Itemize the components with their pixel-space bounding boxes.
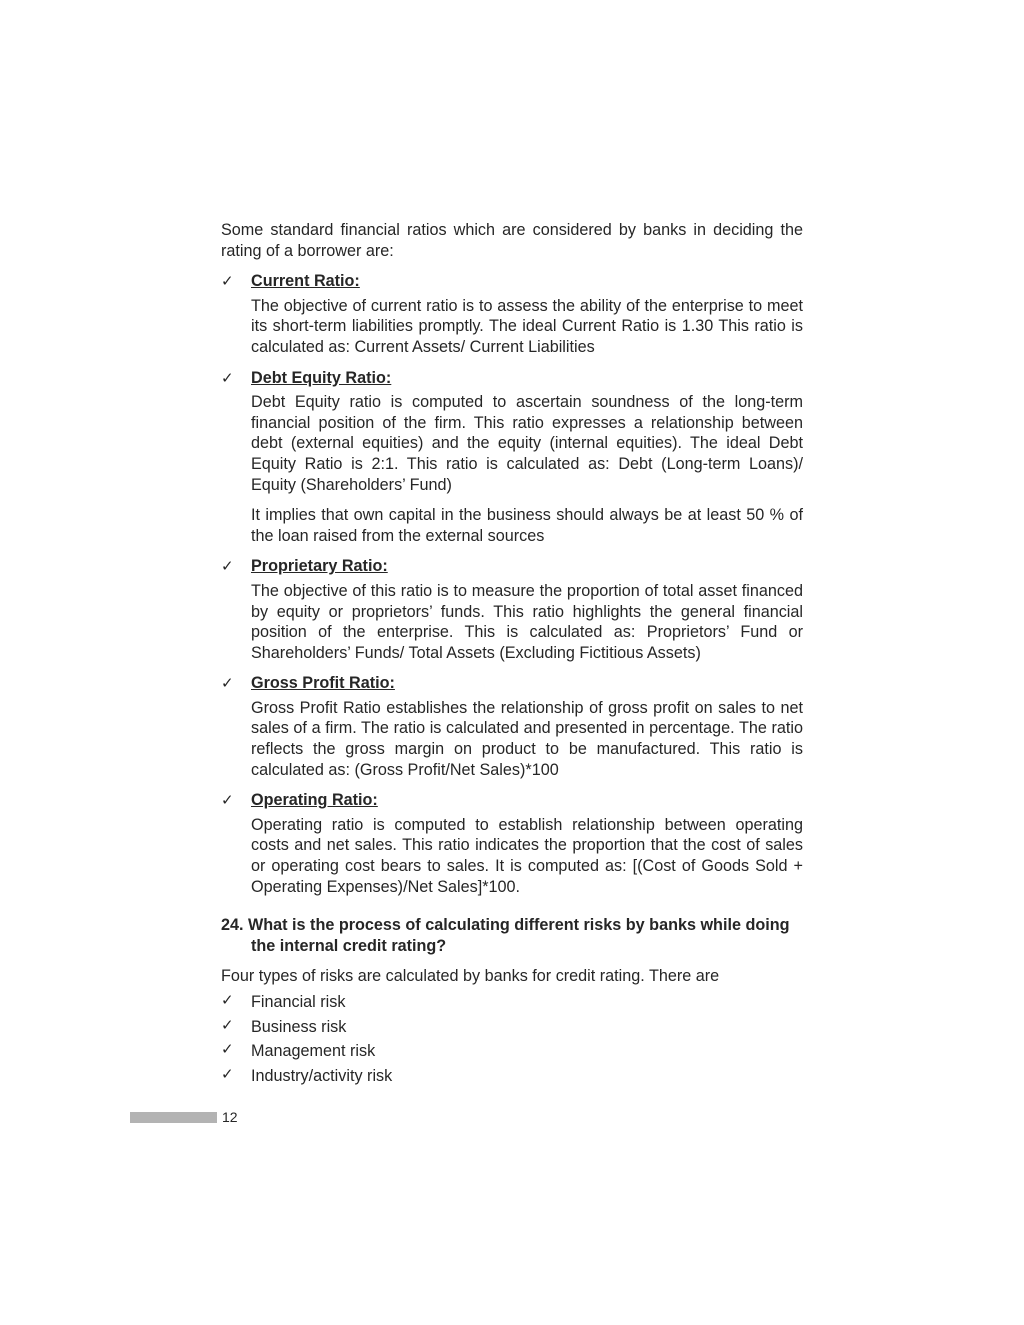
risk-label: Financial risk bbox=[251, 993, 346, 1011]
ratio-description: The objective of current ratio is to assess the ability of the enterprise to meet its short-term liabilities promptly. The ideal Current Ratio is 1.30 This ratio is calculated as: Current Assets/ Current Liabilities bbox=[251, 296, 803, 356]
question-answer-intro: Four types of risks are calculated by banks for credit rating. There are bbox=[221, 967, 720, 986]
list-item bbox=[221, 1064, 803, 1089]
intro-paragraph: Some standard financial ratios which are considered by banks in deciding the rating of a borrower are: bbox=[221, 221, 803, 260]
risk-label: Management risk bbox=[251, 1042, 376, 1061]
ratio-title: Debt Equity Ratio: bbox=[251, 368, 392, 387]
checkmark-icon: ✓ bbox=[221, 1015, 234, 1034]
list-item bbox=[221, 1039, 803, 1064]
checkmark-icon: ✓ bbox=[221, 272, 234, 291]
checkmark-icon: ✓ bbox=[221, 1040, 234, 1059]
checkmark-icon: ✓ bbox=[221, 791, 234, 810]
ratio-item-operating bbox=[221, 790, 803, 897]
ratio-description: Operating ratio is computed to establish relationship between operating costs and net sales. This ratio indicates the proportion that the cost of sales or operating cost bears to sales. It is computed as: [(Cost of Goods Sold + Operating Expenses)/Net Sales]*100. bbox=[251, 815, 803, 896]
ratio-description: Gross Profit Ratio establishes the relationship of gross profit on sales to net sales of a firm. The ratio is calculated and presented in percentage. The ratio reflects the gross margin on product to be manufactured. This ratio is calculated as: (Gross Profit/Net Sales)*100 bbox=[251, 698, 803, 779]
ratio-item-proprietary bbox=[221, 556, 803, 663]
list-item bbox=[221, 990, 803, 1015]
ratio-description: The objective of this ratio is to measure the proportion of total asset financed by equity or proprietors’ funds. This ratio highlights the general financial position of the enterprise. This is calculated as: Proprietors’ Fund or Shareholders’ Funds/ Total Assets (Excluding Fictitious Assets) bbox=[251, 581, 803, 662]
risk-label: Industry/activity risk bbox=[251, 1066, 393, 1085]
ratio-description: Debt Equity ratio is computed to ascertain soundness of the long-term financial position of the firm. This ratio expresses a relationship between debt (external equities) and the equity (internal equities). The ideal Debt Equity Ratio is 2:1. This ratio is calculated as: Debt (Long-term Loans)/ Equity (Shareholders’ Fund) bbox=[251, 393, 803, 494]
ratio-note: It implies that own capital in the business should always be at least 50 % of the loan raised from the external sources bbox=[251, 506, 803, 545]
ratio-item-gross-profit bbox=[221, 673, 803, 780]
checkmark-icon: ✓ bbox=[221, 1064, 234, 1083]
ratio-title: Proprietary Ratio: bbox=[251, 557, 388, 576]
ratio-title: Operating Ratio: bbox=[251, 791, 378, 810]
list-item bbox=[221, 1015, 803, 1040]
checkmark-icon: ✓ bbox=[221, 674, 234, 693]
risk-list bbox=[221, 990, 803, 1088]
page-number: 12 bbox=[222, 1109, 238, 1125]
checkmark-icon: ✓ bbox=[221, 991, 234, 1009]
checkmark-icon: ✓ bbox=[221, 557, 234, 576]
page-content bbox=[221, 220, 803, 1088]
ratio-item-current bbox=[221, 271, 803, 357]
footer-bar bbox=[130, 1112, 217, 1123]
ratio-title: Gross Profit Ratio: bbox=[251, 674, 395, 693]
checkmark-icon: ✓ bbox=[221, 368, 234, 387]
ratio-item-debt-equity bbox=[221, 368, 803, 547]
risk-label: Business risk bbox=[251, 1017, 347, 1036]
ratio-title: Current Ratio: bbox=[251, 272, 360, 291]
question-heading: 24. What is the process of calculating different risks by banks while doing the internal credit rating? bbox=[221, 916, 790, 955]
